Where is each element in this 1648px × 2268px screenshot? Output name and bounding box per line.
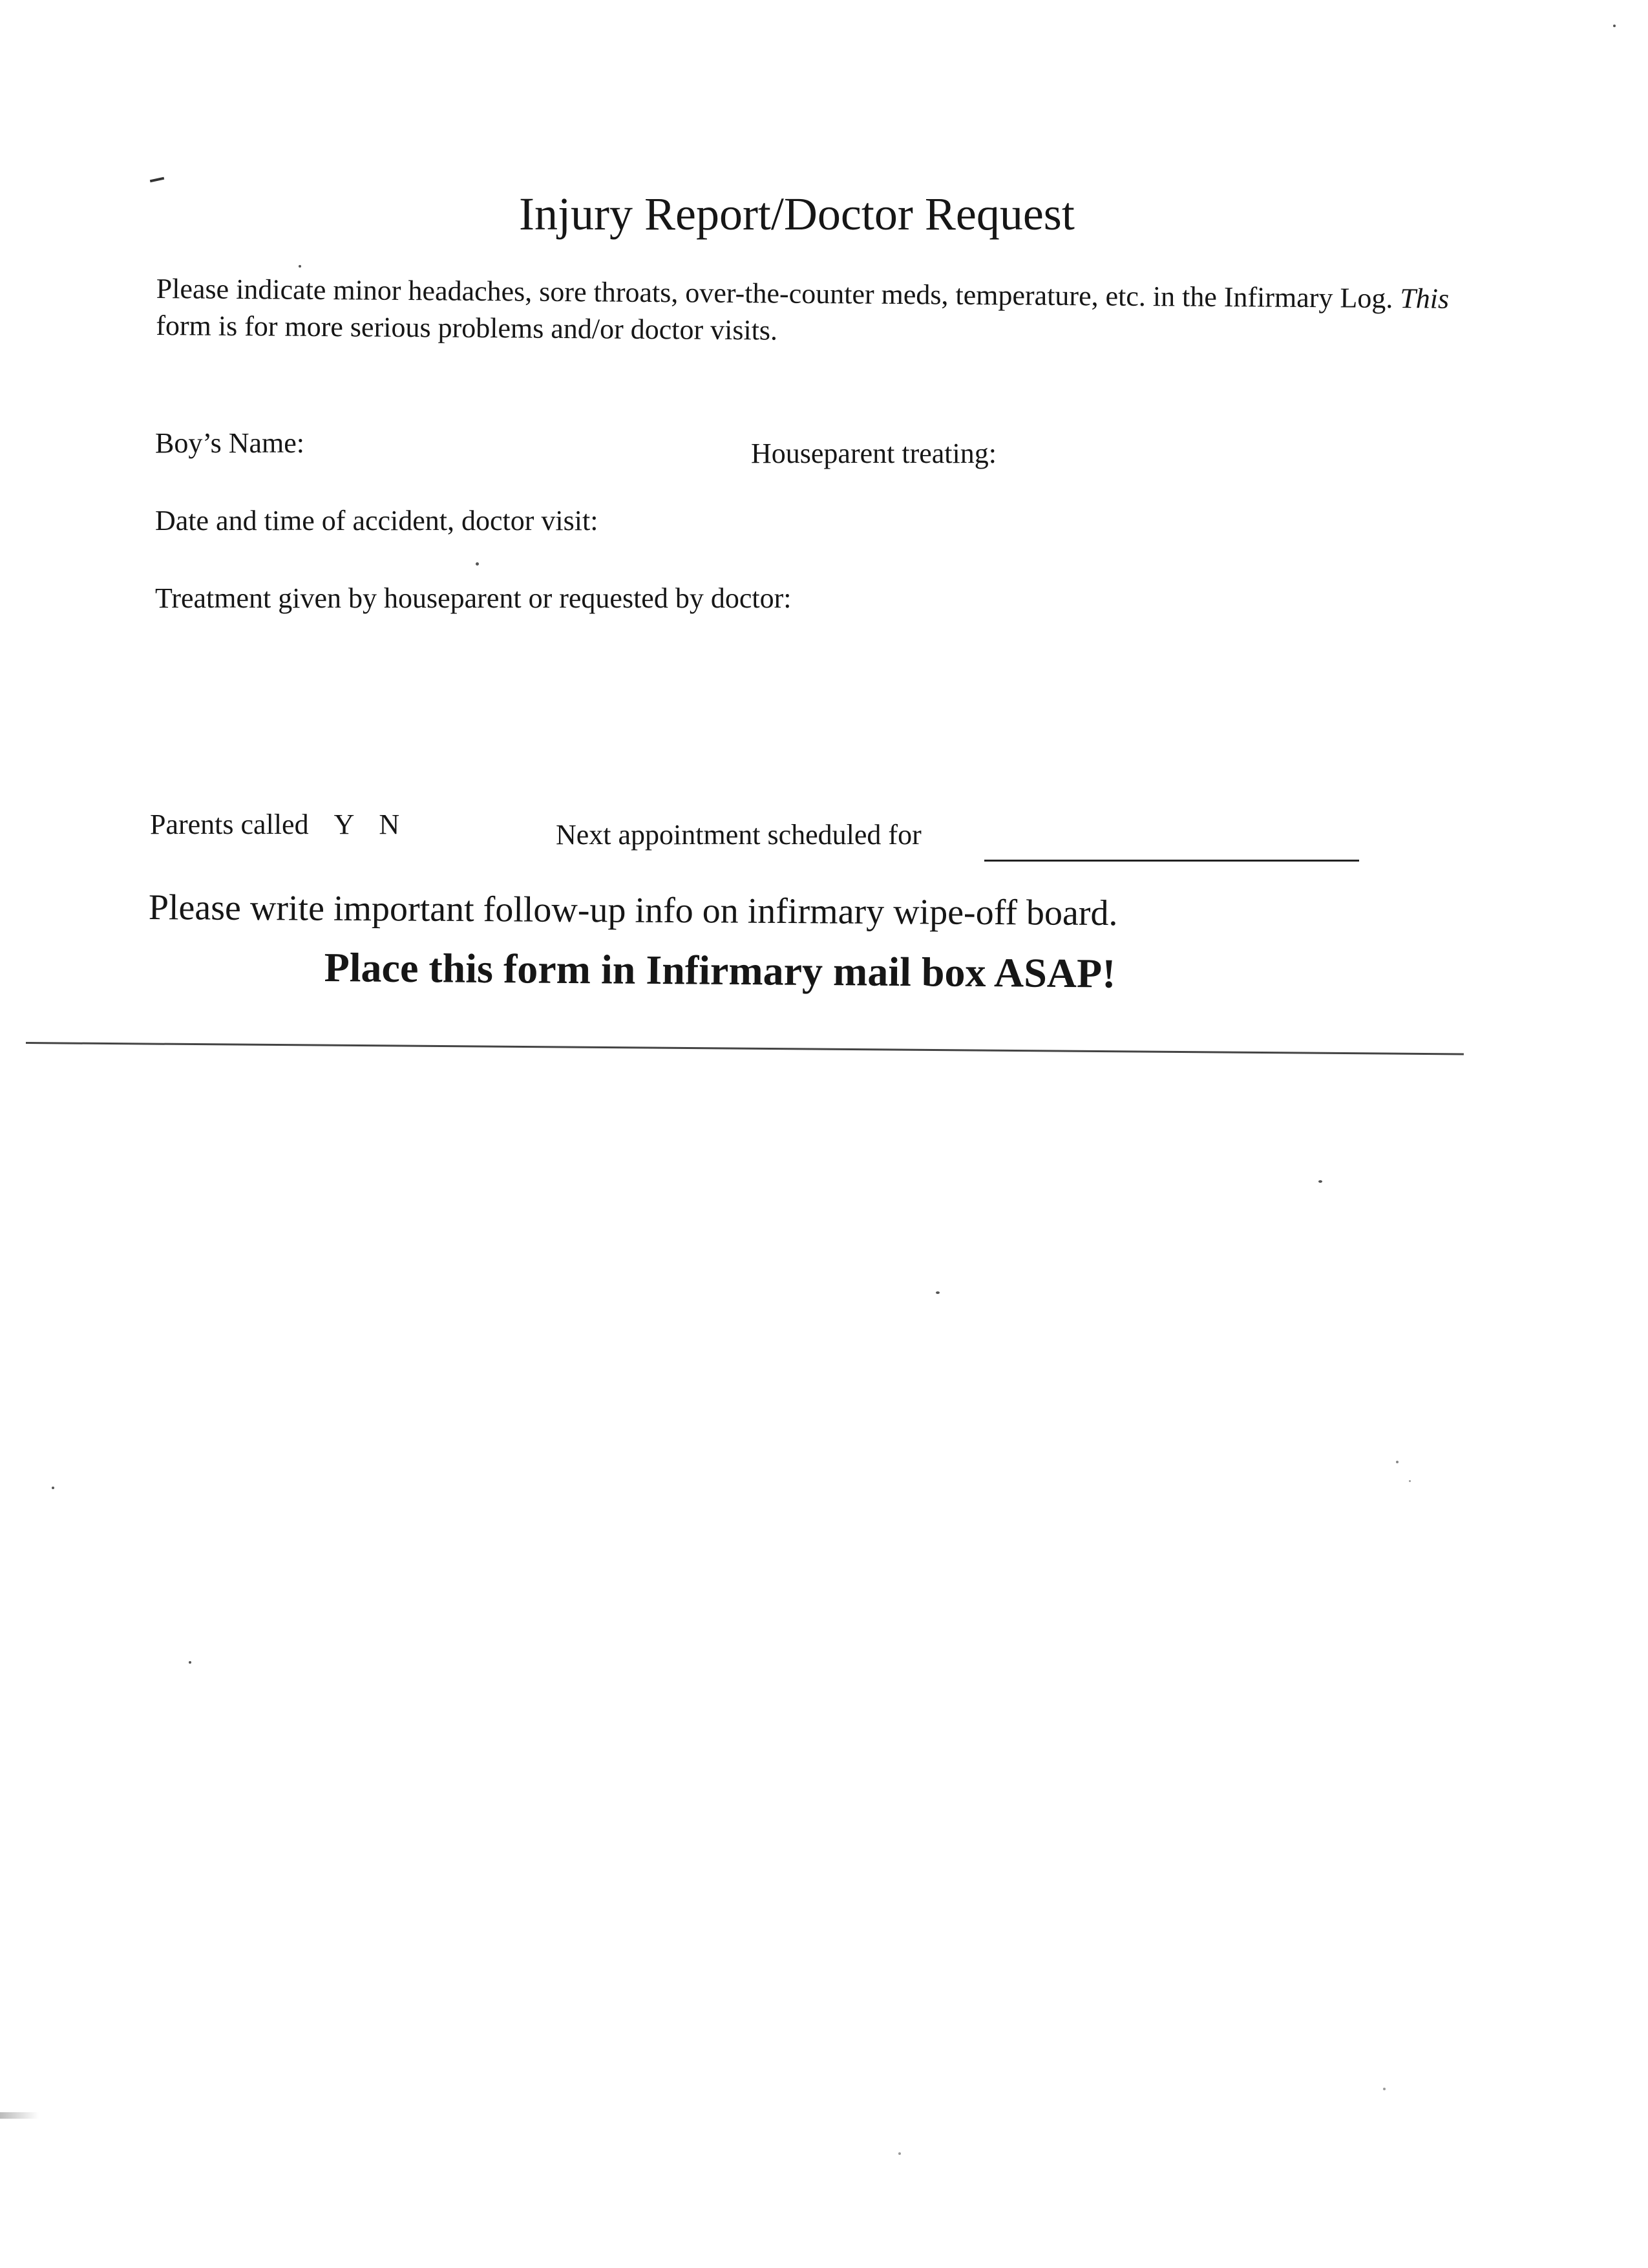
scan-mark bbox=[150, 177, 164, 182]
instructions-text: Please indicate minor headaches, sore throats, over-the-counter meds, temperature, etc. in the Infirmary Log. bbox=[156, 272, 1393, 315]
houseparent-treating-label: Houseparent treating: bbox=[751, 438, 997, 469]
scan-speck bbox=[936, 1291, 940, 1294]
scan-speck bbox=[1396, 1461, 1399, 1463]
scan-speck bbox=[52, 1487, 54, 1489]
instructions-emphasis: This bbox=[1400, 282, 1450, 315]
instructions-text-continued: form is for more serious problems and/or doctor visits. bbox=[156, 309, 778, 346]
parents-called-options bbox=[334, 809, 425, 840]
form-title: Injury Report/Doctor Request bbox=[519, 188, 1075, 240]
cut-line bbox=[26, 1042, 1464, 1055]
scan-speck bbox=[1409, 1480, 1411, 1482]
scan-speck bbox=[1613, 25, 1616, 27]
scan-speck bbox=[299, 265, 301, 268]
parents-called-row bbox=[150, 808, 424, 841]
treatment-label: Treatment given by houseparent or requested by doctor: bbox=[155, 582, 792, 614]
scan-speck bbox=[1383, 2088, 1386, 2090]
scan-speck bbox=[189, 1661, 191, 1664]
parents-called-no: N bbox=[379, 809, 400, 840]
place-form-note: Place this form in Infirmary mail box ASAP! bbox=[324, 944, 1116, 997]
scan-speck bbox=[1318, 1180, 1322, 1183]
scan-speck bbox=[476, 562, 479, 566]
scan-speck bbox=[898, 2152, 901, 2155]
parents-called-label: Parents called bbox=[150, 809, 309, 840]
scan-edge-shadow bbox=[0, 2112, 39, 2119]
next-appointment-blank bbox=[984, 860, 1359, 862]
date-time-label: Date and time of accident, doctor visit: bbox=[155, 505, 598, 536]
next-appointment-label: Next appointment scheduled for bbox=[556, 819, 922, 851]
boys-name-label: Boy’s Name: bbox=[155, 427, 304, 459]
instructions-paragraph bbox=[156, 270, 1468, 354]
followup-note: Please write important follow-up info on infirmary wipe-off board. bbox=[148, 887, 1118, 934]
parents-called-yes: Y bbox=[333, 809, 355, 840]
